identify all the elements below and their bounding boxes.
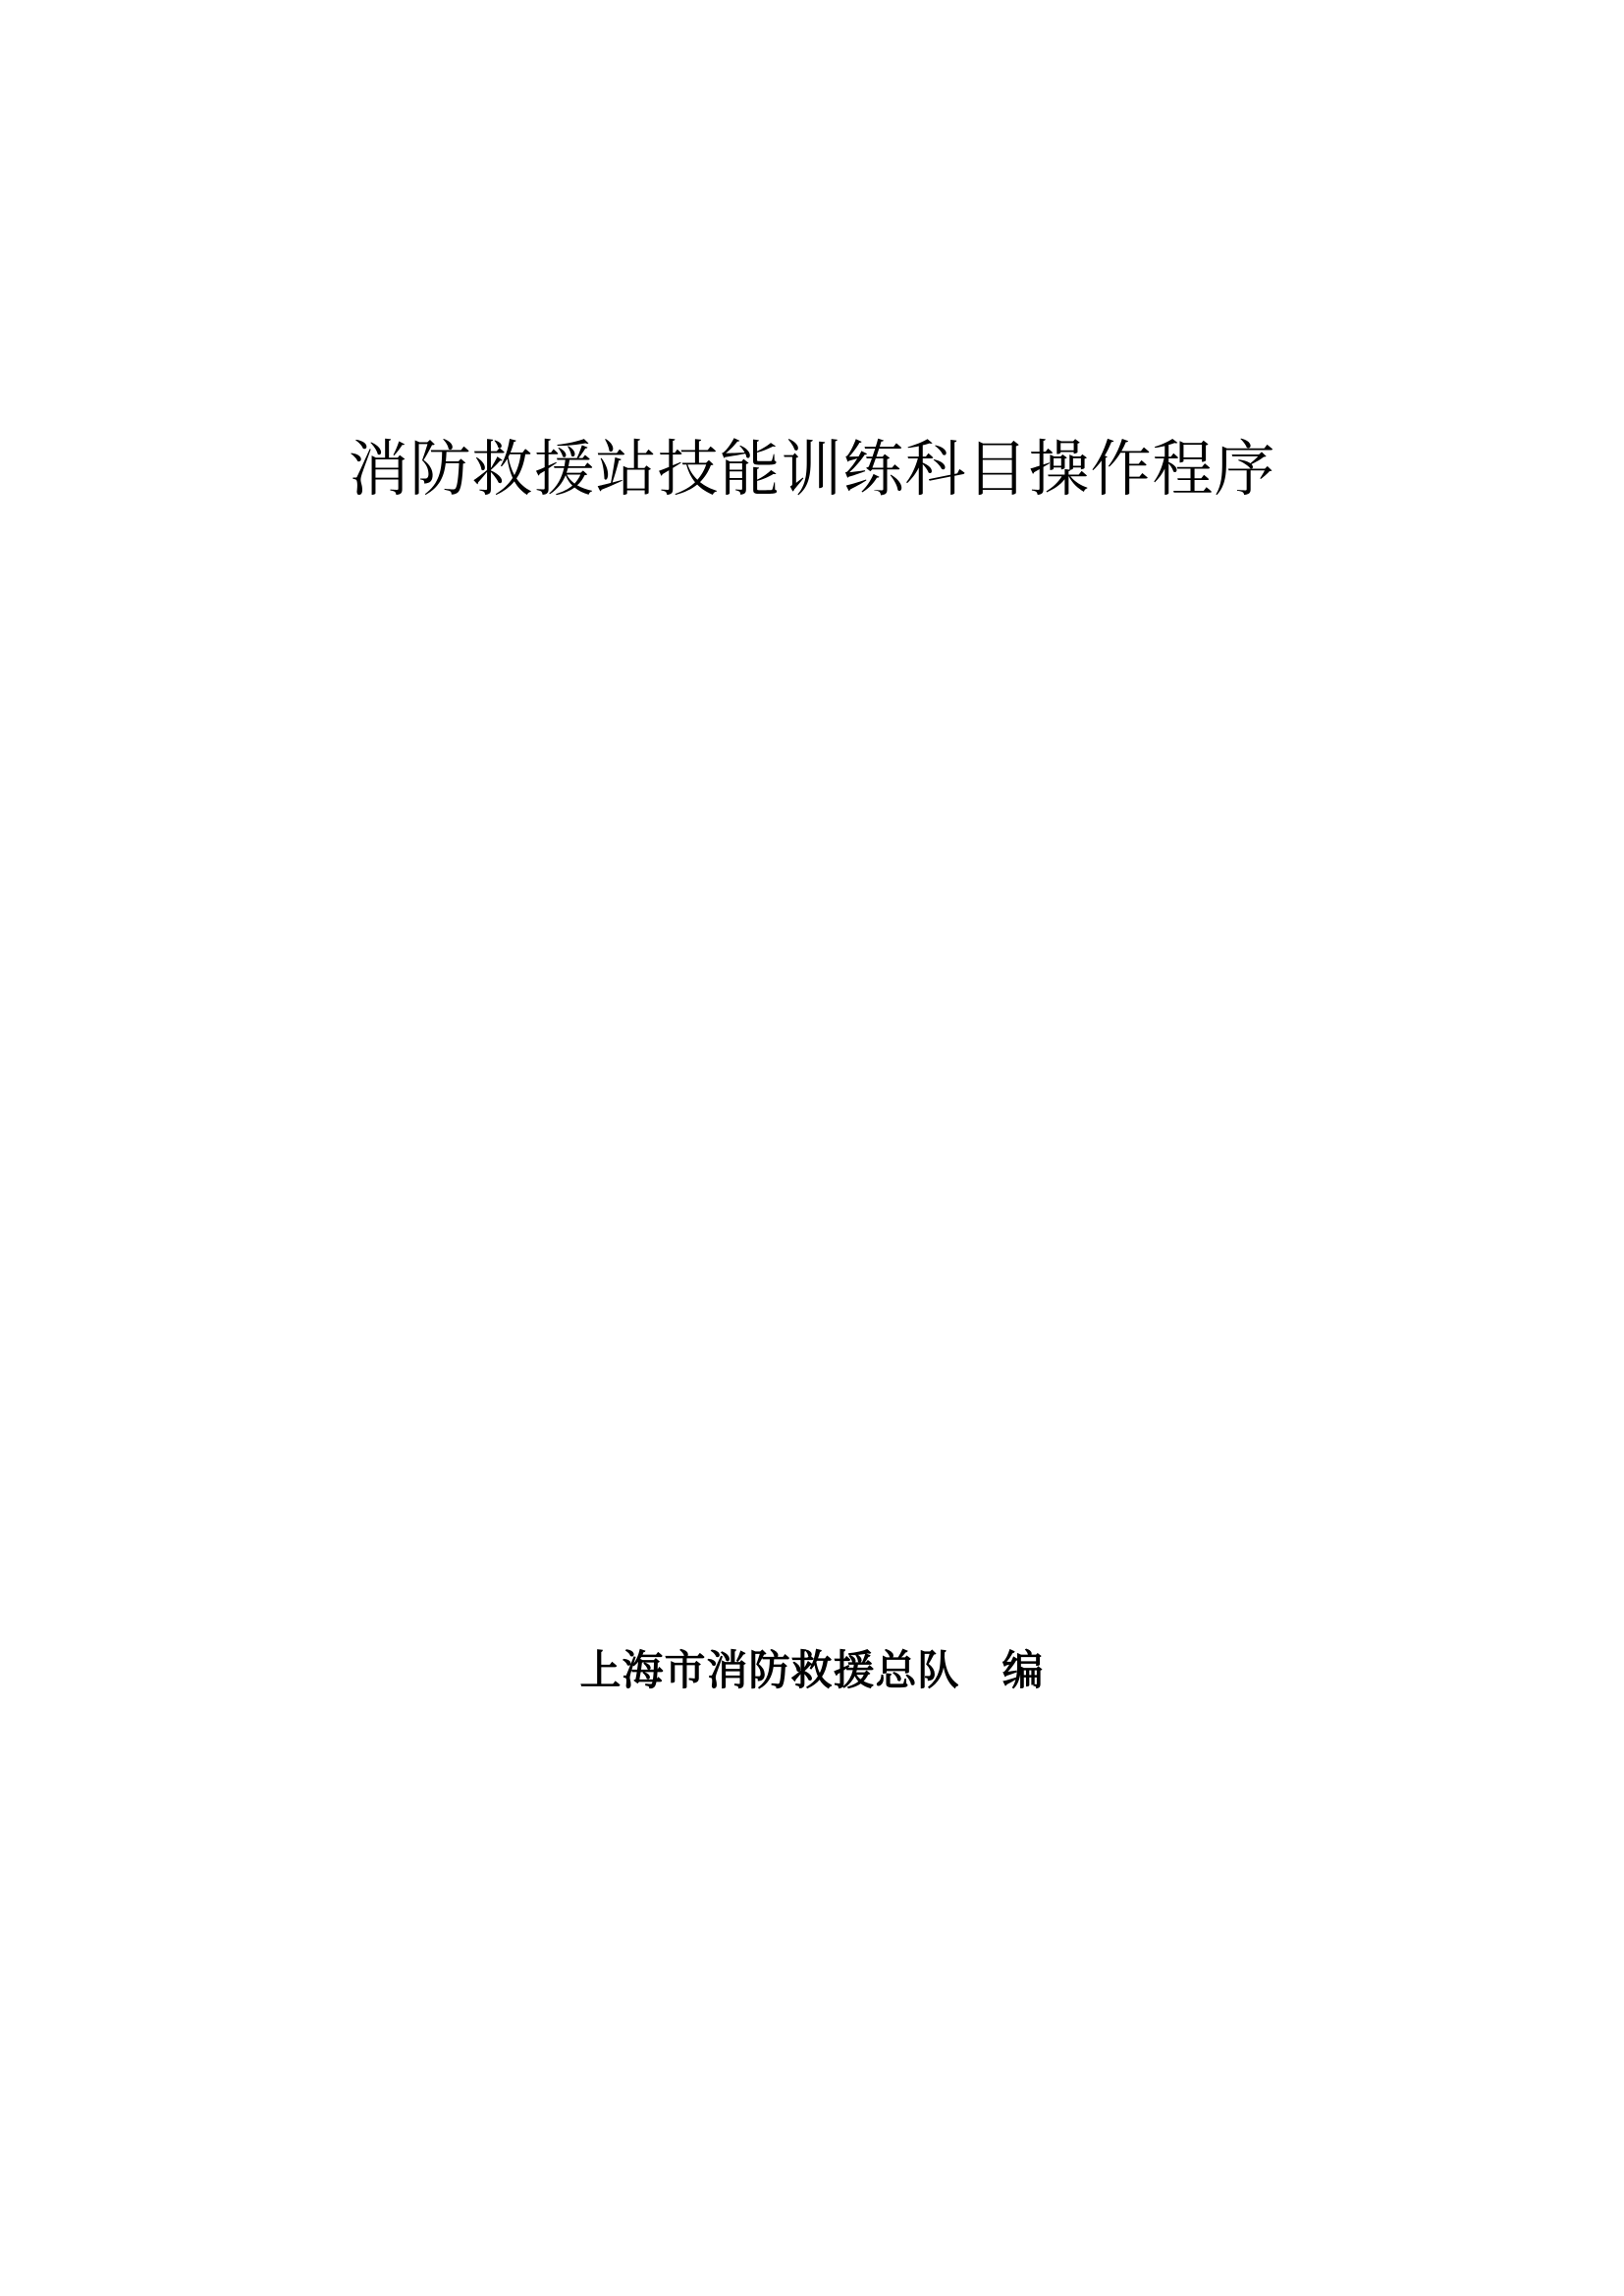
document-byline: 上海市消防救援总队 编 [579, 1647, 1045, 1693]
page-title: 消防救援站技能训练科目操作程序 [348, 435, 1276, 504]
